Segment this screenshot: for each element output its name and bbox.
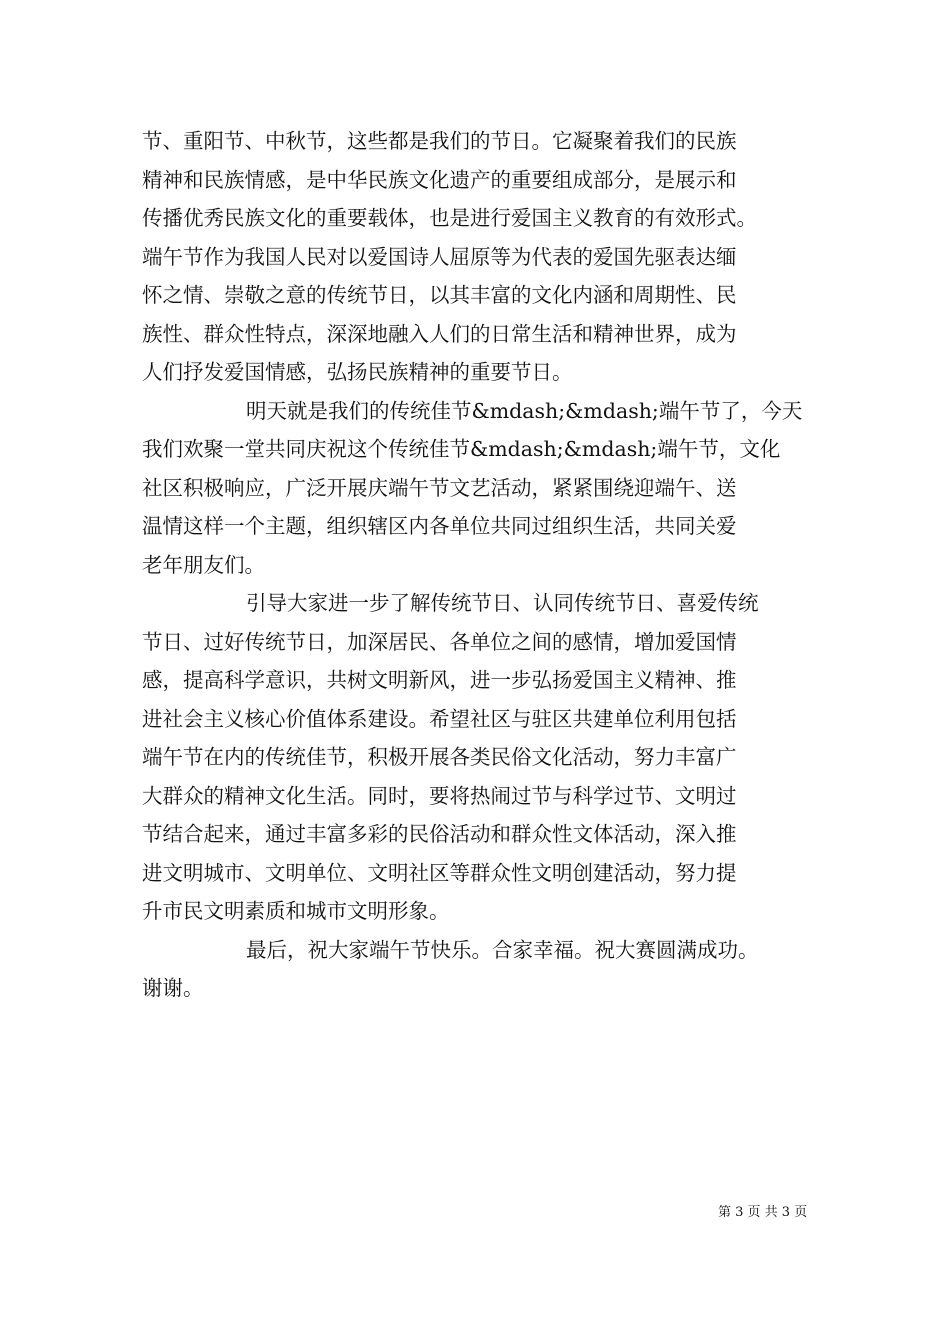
text-line: 端午节在内的传统佳节，积极开展各类民俗文化活动，努力丰富广 [142, 745, 737, 769]
page-number-footer: 第 3 页 共 3 页 [718, 1205, 808, 1220]
text-line: 节结合起来，通过丰富多彩的民俗活动和群众性文体活动，深入推 [142, 822, 737, 846]
text-line: 进文明城市、文明单位、文明社区等群众性文明创建活动，努力提 [142, 860, 737, 885]
text-line: 精神和民族情感，是中华民族文化遗产的重要组成部分，是展示和 [142, 167, 737, 192]
paragraph-start-line: 引导大家进一步了解传统节日、认同传统节日、喜爱传统 [246, 591, 759, 615]
paragraph-start-line: 最后，祝大家端午节快乐。合家幸福。祝大赛圆满成功。 [246, 937, 759, 962]
paragraph-start-line: 明天就是我们的传统佳节&mdash;&mdash;端午节了，今天 [246, 398, 803, 423]
text-line: 老年朋友们。 [142, 552, 265, 577]
text-line: 我们欢聚一堂共同庆祝这个传统佳节&mdash;&mdash;端午节，文化 [142, 437, 781, 461]
text-line: 升市民文明素质和城市文明形象。 [142, 899, 450, 923]
text-line: 温情这样一个主题，组织辖区内各单位共同过组织生活，共同关爱 [142, 514, 737, 538]
text-line: 感，提高科学意识，共树文明新风，进一步弘扬爱国主义精神、推 [142, 668, 737, 692]
document-body [142, 122, 810, 1008]
text-line: 大群众的精神文化生活。同时，要将热闹过节与科学过节、文明过 [142, 783, 737, 808]
text-line: 社区积极响应，广泛开展庆端午节文艺活动，紧紧围绕迎端午、送 [142, 475, 737, 500]
text-line: 族性、群众性特点，深深地融入人们的日常生活和精神世界，成为 [142, 321, 737, 346]
text-line: 进社会主义核心价值体系建设。希望社区与驻区共建单位利用包括 [142, 706, 737, 731]
text-line: 谢谢。 [142, 976, 204, 1000]
text-line: 端午节作为我国人民对以爱国诗人屈原等为代表的爱国先驱表达缅 [142, 244, 737, 269]
text-line: 人们抒发爱国情感，弘扬民族精神的重要节日。 [142, 360, 573, 384]
text-line: 节日、过好传统节日，加深居民、各单位之间的感情，增加爱国情 [142, 629, 737, 654]
text-line: 怀之情、崇敬之意的传统节日，以其丰富的文化内涵和周期性、民 [142, 283, 737, 307]
text-line: 传播优秀民族文化的重要载体，也是进行爱国主义教育的有效形式。 [142, 206, 757, 230]
text-line: 节、重阳节、中秋节，这些都是我们的节日。它凝聚着我们的民族 [142, 129, 737, 153]
